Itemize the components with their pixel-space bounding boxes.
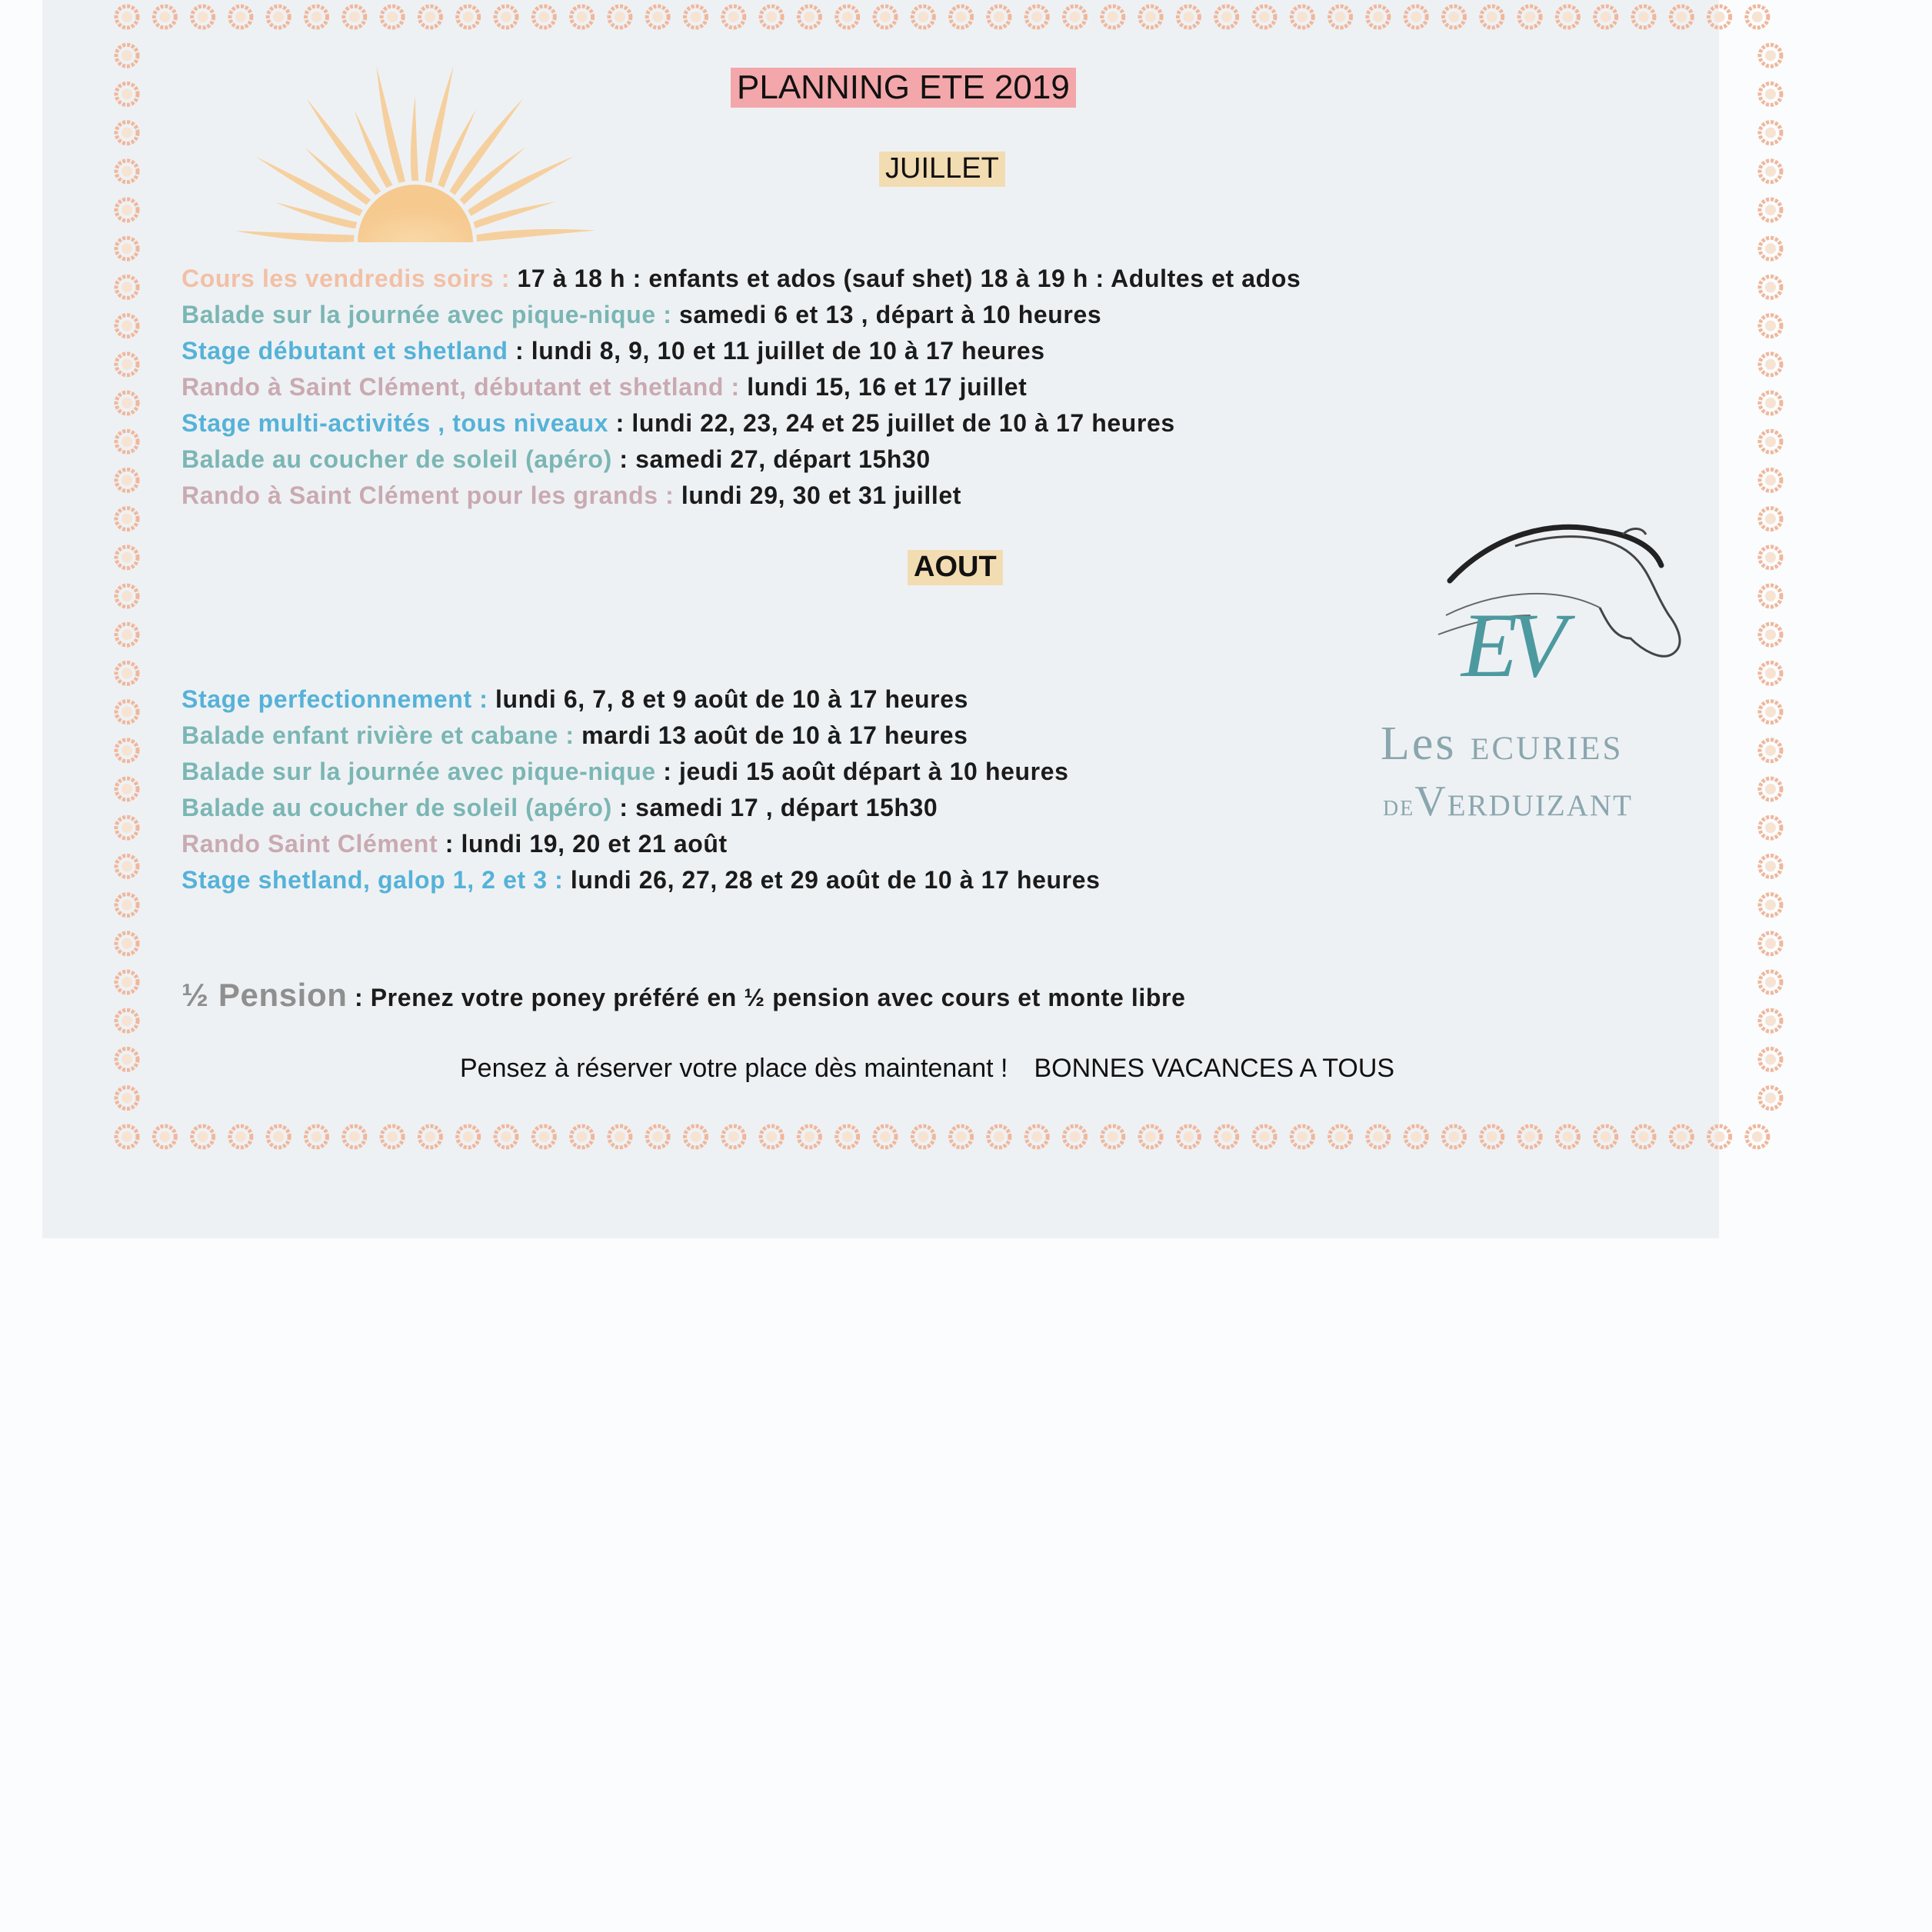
border-flower-icon [1444,6,1465,28]
border-flower-icon [1760,855,1781,877]
border-flower-icon [1760,45,1781,66]
logo-monogram: EV [1461,594,1559,696]
border-flower-icon [116,855,138,877]
border-flower-icon [761,1126,782,1148]
border-flower-icon [1760,624,1781,645]
border-flower-icon [116,199,138,221]
august-item-label: Rando Saint Clément [182,830,438,858]
border-flower-icon [1178,1126,1199,1148]
border-flower-icon [533,6,555,28]
border-flower-icon [116,585,138,607]
border-flower-icon [912,1126,934,1148]
border-flower-icon [1747,1126,1768,1148]
july-item-label: Rando à Saint Clément, débutant et shetland : [182,373,740,401]
border-flower-icon [1747,6,1768,28]
border-flower-icon [116,122,138,144]
border-flower-icon [116,1088,138,1109]
footer-wishes: BONNES VACANCES A TOUS [1034,1054,1395,1083]
border-flower-icon [381,1126,403,1148]
august-item-label: Balade au coucher de soleil (apéro) [182,794,612,821]
border-flower-icon [1102,6,1124,28]
logo-text-line1: Les Ecuries [1381,718,1624,770]
border-flower-icon [1405,6,1427,28]
border-flower-icon [1760,894,1781,916]
july-item-label: Cours les vendredis soirs : [182,265,511,292]
border-flower-icon [951,1126,972,1148]
border-flower-icon [988,1126,1010,1148]
border-flower-icon [116,1126,138,1148]
border-flower-icon [912,6,934,28]
border-flower-icon [268,1126,289,1148]
border-flower-icon [723,1126,744,1148]
border-flower-icon [1760,778,1781,800]
border-flower-icon [1671,6,1692,28]
border-flower-icon [1178,6,1199,28]
border-flower-icon [344,6,365,28]
july-item-details: 17 à 18 h : enfants et ados (sauf shet) 18 à 19 h : Adultes et ados [510,265,1301,292]
page-title: PLANNING ETE 2019 [731,68,1076,108]
sun-ray [235,231,354,242]
border-flower-icon [1760,238,1781,259]
border-flower-icon [116,6,138,28]
border-flower-icon [116,431,138,452]
july-item [182,301,1101,329]
august-item [182,685,968,714]
border-flower-icon [268,6,289,28]
border-flower-icon [192,1126,214,1148]
border-flower-icon [419,1126,441,1148]
border-flower-icon [419,6,441,28]
july-item-details: : samedi 27, départ 15h30 [611,445,931,473]
august-item-details: : jeudi 15 août départ à 10 heures [655,758,1069,785]
border-flower-icon [1760,276,1781,298]
july-item [182,409,1175,438]
border-flower-icon [1481,1126,1503,1148]
july-item-label: Rando à Saint Clément pour les grands : [182,481,675,509]
border-flower-icon [798,6,820,28]
border-flower-icon [116,238,138,259]
pension-line [182,977,1186,1014]
august-item [182,794,938,822]
july-item [182,337,1045,365]
border-flower-icon [1367,1126,1389,1148]
august-item-label: Stage perfectionnement : [182,685,488,713]
border-flower-icon [951,6,972,28]
border-flower-icon [1140,1126,1161,1148]
month-heading-july: JUILLET [879,152,1005,187]
august-item-details: lundi 6, 7, 8 et 9 août de 10 à 17 heures [488,685,969,713]
border-flower-icon [116,817,138,838]
border-flower-icon [647,1126,668,1148]
border-flower-icon [1367,6,1389,28]
border-flower-icon [1760,701,1781,723]
july-item [182,373,1027,401]
border-flower-icon [1709,6,1730,28]
border-flower-icon [1254,1126,1275,1148]
border-flower-icon [1760,1088,1781,1109]
border-flower-icon [1444,1126,1465,1148]
border-flower-icon [761,6,782,28]
border-flower-icon [685,1126,707,1148]
border-flower-icon [1481,6,1503,28]
border-flower-icon [874,6,896,28]
august-item [182,758,1068,786]
august-item-details: : lundi 19, 20 et 21 août [438,830,728,858]
border-flower-icon [306,1126,328,1148]
border-flower-icon [154,1126,175,1148]
pension-label: ½ Pension [182,977,348,1013]
border-flower-icon [1760,662,1781,684]
border-flower-icon [344,1126,365,1148]
border-flower-icon [609,6,631,28]
august-item [182,866,1101,894]
footer-reserve: Pensez à réserver votre place dès maintenant ! [460,1054,1008,1083]
border-flower-icon [1760,315,1781,337]
august-item-details: mardi 13 août de 10 à 17 heures [574,721,968,749]
august-item [182,830,728,858]
border-flower-icon [116,1048,138,1070]
border-flower-icon [1760,122,1781,144]
border-flower-icon [495,1126,517,1148]
border-flower-icon [116,740,138,761]
border-flower-icon [571,1126,593,1148]
border-flower-icon [306,6,328,28]
border-flower-icon [1216,1126,1237,1148]
border-flower-icon [495,6,517,28]
border-flower-icon [837,1126,858,1148]
border-flower-icon [1064,1126,1086,1148]
border-flower-icon [116,161,138,182]
july-item [182,445,931,474]
border-flower-icon [230,1126,251,1148]
border-flower-icon [1026,1126,1048,1148]
border-flower-icon [571,6,593,28]
august-item [182,721,968,750]
july-item-label: Stage débutant et shetland [182,337,508,365]
august-item-label: Balade enfant rivière et cabane : [182,721,575,749]
border-flower-icon [116,469,138,491]
border-flower-icon [1557,1126,1578,1148]
logo-text-line2: deVerduizant [1383,778,1633,825]
border-flower-icon [837,6,858,28]
border-flower-icon [458,1126,479,1148]
border-flower-icon [1760,740,1781,761]
border-flower-icon [1760,933,1781,954]
border-flower-icon [1760,547,1781,568]
border-flower-icon [798,1126,820,1148]
border-flower-icon [1330,1126,1351,1148]
sun-icon [200,31,631,254]
border-flower-icon [116,701,138,723]
border-flower-icon [647,6,668,28]
footer [460,1054,1394,1084]
border-flower-icon [1760,817,1781,838]
sun-ray [476,229,595,242]
sun-ray [438,109,476,188]
border-flower-icon [116,662,138,684]
border-flower-icon [116,354,138,375]
border-flower-icon [1254,6,1275,28]
july-item-details: samedi 6 et 13 , départ à 10 heures [671,301,1102,328]
border-flower-icon [1760,1010,1781,1031]
july-item-details: lundi 29, 30 et 31 juillet [674,481,962,509]
border-flower-icon [1760,431,1781,452]
month-heading-august: AOUT [908,550,1003,585]
border-flower-icon [685,6,707,28]
border-flower-icon [116,778,138,800]
border-flower-icon [1595,1126,1617,1148]
border-flower-icon [1760,392,1781,414]
border-flower-icon [1291,6,1313,28]
border-flower-icon [1026,6,1048,28]
border-flower-icon [381,6,403,28]
july-item-details: : lundi 8, 9, 10 et 11 juillet de 10 à 17 heures [508,337,1045,365]
border-flower-icon [723,6,744,28]
border-flower-icon [116,547,138,568]
august-item-details: lundi 26, 27, 28 et 29 août de 10 à 17 heures [563,866,1101,894]
border-flower-icon [1709,1126,1730,1148]
border-flower-icon [1291,1126,1313,1148]
border-flower-icon [1633,6,1654,28]
border-flower-icon [1216,6,1237,28]
border-flower-icon [1760,508,1781,530]
border-flower-icon [1671,1126,1692,1148]
border-flower-icon [154,6,175,28]
border-flower-icon [1760,161,1781,182]
pension-text: : Prenez votre poney préféré en ½ pension avec cours et monte libre [347,984,1186,1011]
border-flower-icon [116,624,138,645]
border-flower-icon [116,508,138,530]
border-flower-icon [230,6,251,28]
july-item-details: lundi 15, 16 et 17 juillet [739,373,1028,401]
border-flower-icon [1760,1048,1781,1070]
border-flower-icon [874,1126,896,1148]
border-flower-icon [116,276,138,298]
border-flower-icon [1102,1126,1124,1148]
border-flower-icon [1760,585,1781,607]
border-flower-icon [116,1010,138,1031]
july-item-label: Stage multi-activités , tous niveaux [182,409,609,437]
august-item-label: Stage shetland, galop 1, 2 et 3 : [182,866,564,894]
july-item [182,481,961,510]
border-flower-icon [1595,6,1617,28]
july-item-details: : lundi 22, 23, 24 et 25 juillet de 10 à 17 heures [608,409,1175,437]
sun-ray [411,96,418,181]
border-flower-icon [116,971,138,993]
border-flower-icon [1064,6,1086,28]
border-flower-icon [116,45,138,66]
border-flower-icon [116,83,138,105]
border-flower-icon [1519,6,1541,28]
july-item [182,265,1301,293]
border-flower-icon [1760,354,1781,375]
border-flower-icon [609,1126,631,1148]
border-flower-icon [1140,6,1161,28]
border-flower-icon [116,315,138,337]
border-flower-icon [1330,6,1351,28]
border-flower-icon [116,392,138,414]
border-flower-icon [116,933,138,954]
july-item-label: Balade sur la journée avec pique-nique : [182,301,672,328]
border-flower-icon [116,894,138,916]
border-flower-icon [1519,1126,1541,1148]
border-flower-icon [533,1126,555,1148]
sun-ray [468,156,574,216]
july-item-label: Balade au coucher de soleil (apéro) [182,445,612,473]
border-flower-icon [458,6,479,28]
border-flower-icon [192,6,214,28]
border-flower-icon [1557,6,1578,28]
border-flower-icon [988,6,1010,28]
border-flower-icon [1760,971,1781,993]
august-item-details: : samedi 17 , départ 15h30 [611,794,938,821]
border-flower-icon [1760,83,1781,105]
border-flower-icon [1405,1126,1427,1148]
border-flower-icon [1633,1126,1654,1148]
border-flower-icon [1760,469,1781,491]
august-item-label: Balade sur la journée avec pique-nique [182,758,656,785]
border-flower-icon [1760,199,1781,221]
